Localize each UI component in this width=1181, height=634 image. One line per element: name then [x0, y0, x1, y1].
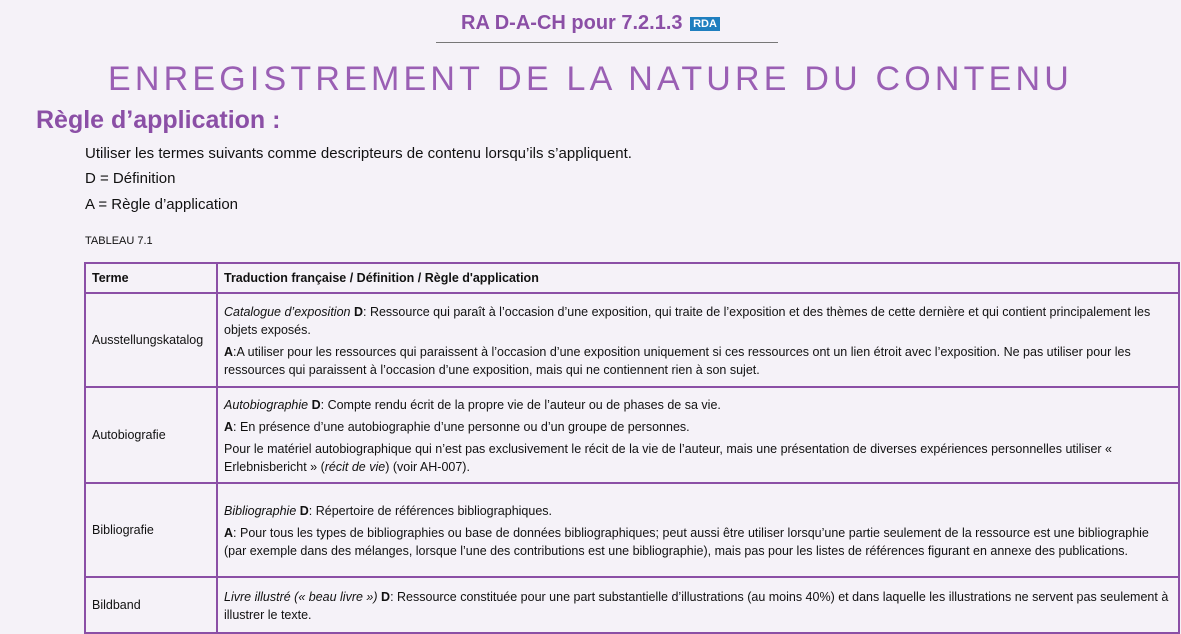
table-caption: TABLEAU 7.1: [85, 235, 153, 247]
definition-paragraph: [224, 303, 1172, 339]
french-term: Bibliographie: [224, 503, 297, 518]
application-text: : En présence d’une autobiographie d’une personne ou d’un groupe de personnes.: [233, 419, 690, 434]
application-marker: A: [224, 525, 234, 540]
french-term: Catalogue d’exposition: [224, 304, 351, 319]
term-cell: Autobiografie: [85, 387, 217, 483]
description-cell: [217, 577, 1179, 633]
table-header-row: [85, 263, 1179, 293]
definition-text: : Ressource qui paraît à l’occasion d’une exposition, qui traite de l’exposition et des thèmes de cette dernière et qui contient principalement les objets exposés.: [224, 304, 1151, 337]
definition-marker: D: [353, 304, 363, 319]
application-paragraph: [224, 343, 1172, 379]
definition-paragraph: [224, 588, 1172, 624]
definition-marker: D: [381, 589, 391, 604]
definition-text: : Compte rendu écrit de la propre vie de l’auteur ou de phases de sa vie.: [320, 397, 721, 412]
application-marker: A: [224, 344, 234, 359]
description-cell: [217, 483, 1179, 577]
table-row: [85, 387, 1179, 483]
definition-marker: D: [299, 503, 309, 518]
definition-paragraph: [224, 502, 1172, 520]
note-text-end: ) (voir AH-007).: [385, 459, 470, 474]
definition-marker: D: [311, 397, 321, 412]
note-paragraph: [224, 440, 1172, 476]
note-text: Pour le matériel autobiographique qui n’est pas exclusivement le récit de la vie de l’auteur, mais une présentation de diverses expériences personnelles utiliser « Erlebnisbericht » (: [224, 441, 1113, 474]
application-marker: A: [224, 419, 234, 434]
content-type-table: [84, 262, 1180, 634]
application-text: :A utiliser pour les ressources qui paraissent à l’occasion d’une exposition uniquement si ces ressources ont un lien étroit avec l’exposition. Ne pas utiliser pour les ressources qui paraissent à l’occasion d’une exposition, mais qui ne contiennent rien à son sujet.: [224, 344, 1131, 377]
note-italic-term: récit de vie: [324, 459, 386, 474]
table-row: [85, 483, 1179, 577]
description-cell: [217, 293, 1179, 387]
application-paragraph: [224, 418, 1172, 436]
definition-text: : Répertoire de références bibliographiques.: [308, 503, 552, 518]
header-divider: [436, 42, 778, 43]
rda-badge[interactable]: RDA: [690, 17, 720, 31]
header-title-text: RA D-A-CH pour 7.2.1.3: [461, 12, 683, 34]
intro-line-usage: Utiliser les termes suivants comme descripteurs de contenu lorsqu’ils s’appliquent.: [85, 145, 632, 162]
table-row: [85, 293, 1179, 387]
term-cell: Bildband: [85, 577, 217, 633]
intro-line-application-key: A = Règle d’application: [85, 196, 239, 213]
term-cell: Bibliografie: [85, 483, 217, 577]
description-cell: [217, 387, 1179, 483]
french-term: Livre illustré (« beau livre »): [224, 589, 378, 604]
french-term: Autobiographie: [224, 397, 309, 412]
intro-line-definition-key: D = Définition: [85, 170, 176, 187]
table-row: [85, 577, 1179, 633]
column-header-translation: Traduction française / Définition / Règle d'application: [217, 263, 1179, 293]
section-heading: Règle d’application :: [36, 106, 281, 134]
column-header-term: Terme: [85, 263, 217, 293]
main-heading: ENREGISTREMENT DE LA NATURE DU CONTENU: [108, 60, 1073, 98]
term-cell: Ausstellungskatalog: [85, 293, 217, 387]
definition-text: : Ressource constituée pour une part substantielle d’illustrations (au moins 40%) et dans laquelle les illustrations ne servent pas seulement à illustrer le texte.: [224, 589, 1169, 622]
application-paragraph: [224, 524, 1172, 560]
page-header-title: [0, 12, 1181, 35]
application-text: : Pour tous les types de bibliographies ou base de données bibliographiques; peut aussi être utiliser lorsqu’une partie seulement de la ressource est une bibliographie (par exemple dans des mélanges, lorsque l’une des contributions est une bibliographie), mais pas pour les listes de références figurant en annexe des publications.: [224, 525, 1149, 558]
definition-paragraph: [224, 396, 1172, 414]
